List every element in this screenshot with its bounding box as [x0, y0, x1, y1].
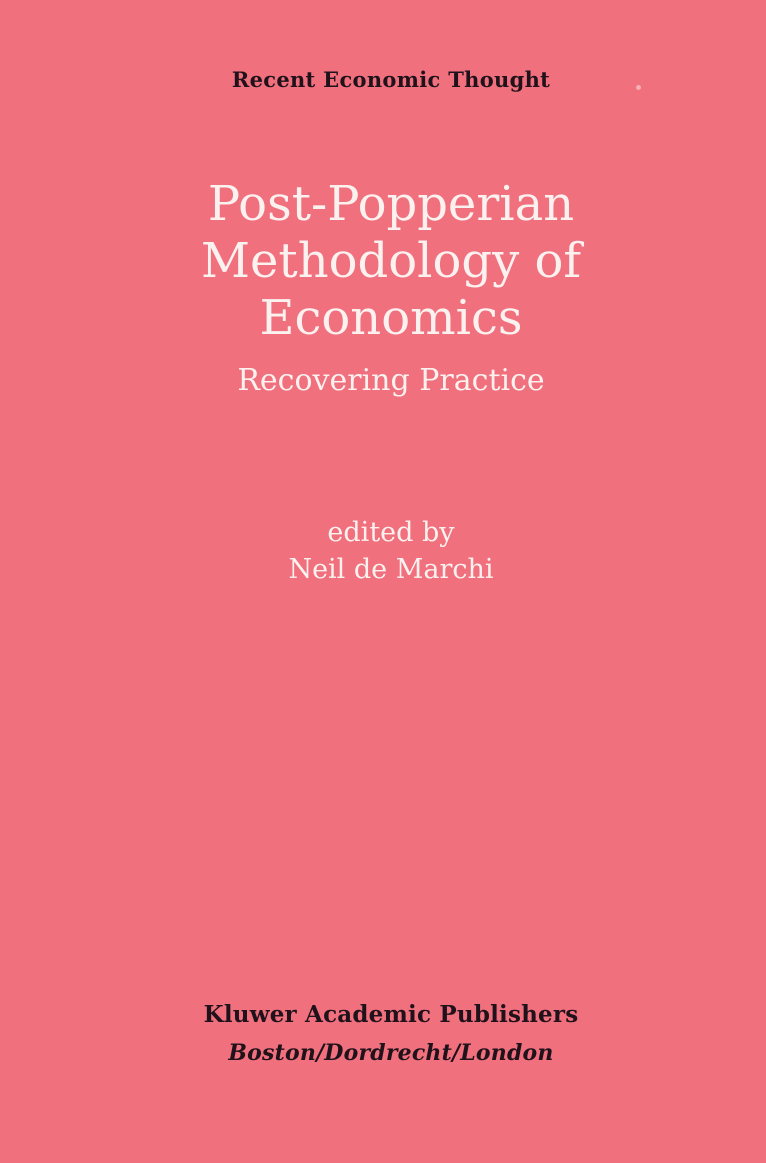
publisher-name: Kluwer Academic Publishers	[203, 1001, 579, 1028]
edited-by-label: edited by	[327, 517, 455, 548]
editor-name: Neil de Marchi	[288, 554, 494, 585]
book-title-line: Methodology of	[200, 233, 582, 289]
paper-speck	[636, 85, 641, 90]
book-title-line: Economics	[259, 290, 523, 346]
editor-block	[8, 514, 766, 588]
series-title: Recent Economic Thought	[231, 67, 551, 92]
book-title	[8, 176, 766, 347]
book-title-line: Post-Popperian	[207, 176, 575, 232]
book-subtitle: Recovering Practice	[237, 363, 545, 398]
publisher-locations: Boston/Dordrecht/London	[228, 1040, 554, 1066]
